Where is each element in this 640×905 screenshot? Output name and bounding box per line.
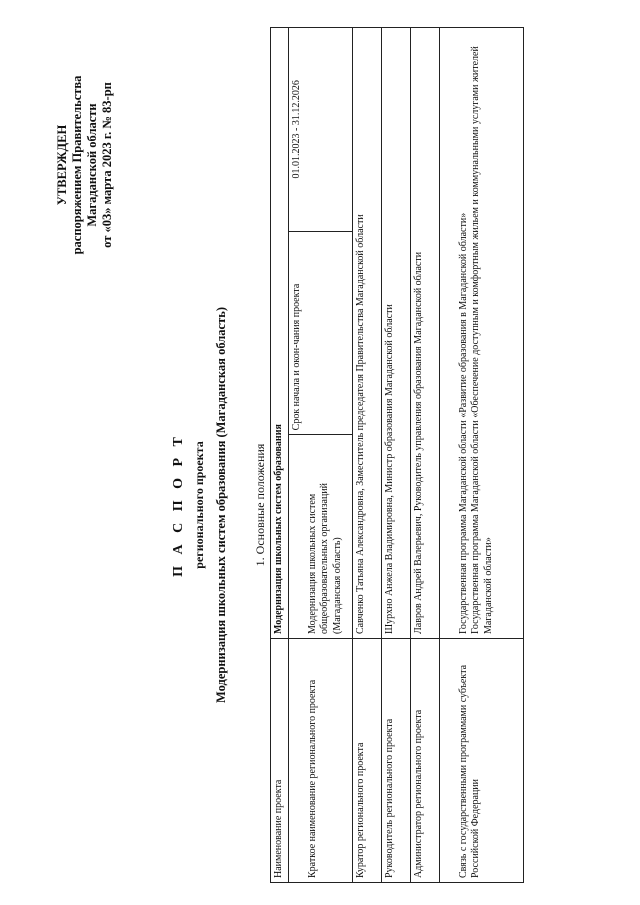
period-label: Срок начала и окон-чания проекта: [288, 231, 352, 435]
links-value-1: Государственная программа Магаданской области «Развитие образования в Магаданской области»: [457, 212, 469, 634]
row-label: Администратор регионального проекта: [410, 639, 439, 883]
short-name-label: Краткое наименование регионального проекта: [306, 679, 318, 878]
approval-line-3: Магаданской области: [85, 103, 99, 227]
section-title: 1. Основные положения: [253, 443, 267, 567]
links-value-2: Государственная программа Магаданской области «Обеспечение доступным и комфортным жильем и коммунальными услугами жителей Магаданской области»: [470, 46, 494, 634]
short-name-value: Модернизация школьных систем общеобразовательных организаций (Магаданская область): [306, 482, 343, 634]
row-label: [288, 639, 352, 883]
table-row: [288, 28, 352, 883]
title-subheading: регионального проекта: [192, 441, 206, 569]
table-row: [271, 28, 289, 883]
links-label: Связь с государственными программами субъекта Российской Федерации: [457, 664, 481, 878]
row-value: [439, 28, 523, 639]
approval-line-2: распоряжением Правительства: [70, 75, 84, 255]
passport-table: [270, 27, 524, 883]
row-value: Лавров Андрей Валерьевич, Руководитель управления образования Магаданской области: [410, 28, 439, 639]
table-row: [410, 28, 439, 883]
row-value: Шурхно Анжела Владимировна, Министр образования Магаданской области: [381, 28, 410, 639]
period-value: 01.01.2023 - 31.12.2026: [288, 28, 352, 232]
table-row: [381, 28, 410, 883]
title-heading: П А С П О Р Т: [171, 433, 186, 577]
row-value: Савченко Татьяна Александровна, Заместитель председателя Правительства Магаданской области: [352, 28, 381, 639]
row-value: Модернизация школьных систем образования: [271, 28, 289, 639]
row-label: [439, 639, 523, 883]
approval-stamp: [55, 50, 115, 280]
document-title: [170, 255, 229, 755]
table-row: [439, 28, 523, 883]
title-project: Модернизация школьных систем образования (Магаданская область): [214, 307, 228, 703]
row-label: Руководитель регионального проекта: [381, 639, 410, 883]
approval-line-1: УТВЕРЖДЕН: [55, 124, 69, 206]
row-value: [288, 435, 352, 639]
row-label: Куратор регионального проекта: [352, 639, 381, 883]
approval-line-4: от «03» марта 2023 г. № 83-рп: [100, 82, 114, 248]
table-row: [352, 28, 381, 883]
row-label: Наименование проекта: [271, 639, 289, 883]
